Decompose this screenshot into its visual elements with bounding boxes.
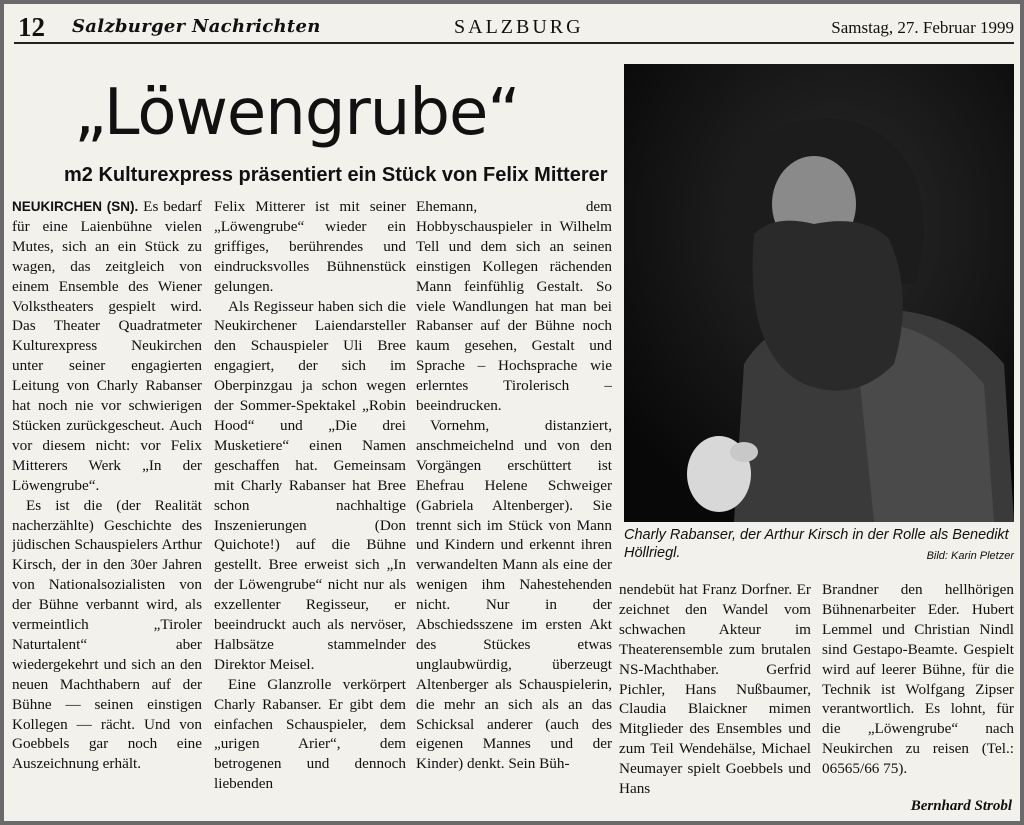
page-number: 12 <box>18 12 45 42</box>
photo-credit: Bild: Karin Pletzer <box>926 550 1014 562</box>
text-column-4 <box>619 580 811 817</box>
photo-caption: Charly Rabanser, der Arthur Kirsch in der Rolle als Benedikt Höllriegl. <box>624 527 1009 561</box>
paragraph: Brandner den hellhörigen Bühnenarbeiter Eder. Hubert Lemmel und Christian Nindl sind Gestapo-Beamte. Gespielt wird auf leerer Bühne, für die Technik ist Wolfgang Zipser verantwortlich. Es lohnt, für die „Löwengrube“ nach Neukirchen zu reisen (Tel.: 06565/66 75). <box>822 581 1014 778</box>
paragraph: Ehemann, dem Hobbyschauspieler in Wilhelm Tell und dem sich an seinen einstigen Kollegen rächenden Mann feinfühlig Gestalt. So viele Wandlungen hat man bei Rabanser auf der Bühne noch kaum gesehen, Gestalt und Sprache – Hochsprache wie erlerntes Tirolerisch – beeindrucken. <box>416 198 612 415</box>
masthead <box>14 10 1014 44</box>
section-title: SALZBURG <box>454 16 584 38</box>
paragraph: Es ist die (der Realität nacherzählte) Geschichte des jüdischen Schauspielers Arthur Kirsch, der in den 30er Jahren von Nationalsozialisten von der Bühne verbannt wird, als vermeintlich „Tiroler Naturtalent“ aber wiedergekehrt und sich an den neuen Machthabern auf der Bühne — seinen einstigen Kollegen — rächt. Und von Goebbels gar noch eine Auszeichnung erhält. <box>12 496 202 773</box>
masthead-rule <box>14 42 1014 44</box>
newspaper-name: Salzburger Nachrichten <box>72 16 321 37</box>
paragraph: Felix Mitterer ist mit seiner „Löwengrube“ wieder ein griffiges, berührendes und eindrucksvolles Bühnenstück gelungen. <box>214 198 406 295</box>
actor-photo-image <box>624 64 1014 522</box>
dateline: NEUKIRCHEN (SN). <box>12 199 139 214</box>
issue-date: Samstag, 27. Februar 1999 <box>831 18 1014 37</box>
text-column-2 <box>214 197 406 817</box>
article-headline: „Löwengrube“ <box>74 76 520 150</box>
text-column-3 <box>416 197 612 817</box>
paragraph: Eine Glanzrolle verkörpert Charly Rabanser. Er gibt dem einfachen Schauspieler, dem „urigen Arier“, dem betrogenen und dennoch liebenden <box>214 675 406 793</box>
text-column-5 <box>822 580 1014 817</box>
paragraph: nendebüt hat Franz Dorfner. Er zeichnet den Wandel vom schwachen Akteur im Theaterensemble zum brutalen NS-Machthaber. Gerfrid Pichler, Hans Nußbaumer, Claudia Blaickner mimen Mitglieder des Ensembles und zum Teil Wendehälse, Michael Neumayer spielt Goebbels und Hans <box>619 581 811 798</box>
newspaper-clipping <box>4 4 1020 821</box>
paragraph: Vornehm, distanziert, anschmeichelnd und von den Vorgängen erschüttert ist Ehefrau Helene Schweiger (Gabriela Altenberger). Sie trennt sich im Stück von Mann und Kindern und erkennt ihren verwandelten Mann als eine der wenigen ihm Nahestehenden nicht. Nur in der Abschiedsszene im ersten Akt des Stückes etwas unglaubwürdig, überzeugt Altenberger als Schauspielerin, die mehr an sich als an das Schicksal anderer (auch des eigenen Mannes und der Kinder) denkt. Sein Büh- <box>416 416 612 773</box>
text-column-1 <box>12 197 202 817</box>
paragraph: NEUKIRCHEN (SN). Es bedarf für eine Laienbühne vielen Mutes, sich an ein Stück zu wagen, das zeitgleich von einem Ensemble des Wiener Volkstheaters gespielt wird. Das Theater Quadratmeter Kulturexpress Neukirchen unter seiner engagierten Leitung von Charly Rabanser hat noch nie vor schwierigen Stücken zurückgescheut. Auch vor diesem nicht: vor Felix Mitterers Werk „In der Löwengrube“. <box>12 198 202 494</box>
article-author: Bernhard Strobl <box>910 798 1012 814</box>
article-subheadline: m2 Kulturexpress präsentiert ein Stück von Felix Mitterer <box>64 164 608 186</box>
paragraph: Als Regisseur haben sich die Neukirchener Laiendarsteller den Schauspieler Uli Bree engagiert, der sich im Oberpinzgau ja schon wegen der Sommer-Spektakel „Robin Hood“ und „Die drei Musketiere“ einen Namen geschaffen hat. Gemeinsam mit Charly Rabanser hat Bree schon nachhaltige Inszenierungen (Don Quichote!) auf die Bühne gestellt. Bree erweist sich „In der Löwengrube“ nicht nur als exzellenter Regisseur, er beeindruckt auch als nervöser, Halbsätze stammelnder Direktor Meisel. <box>214 297 406 673</box>
article-photo <box>624 64 1014 522</box>
